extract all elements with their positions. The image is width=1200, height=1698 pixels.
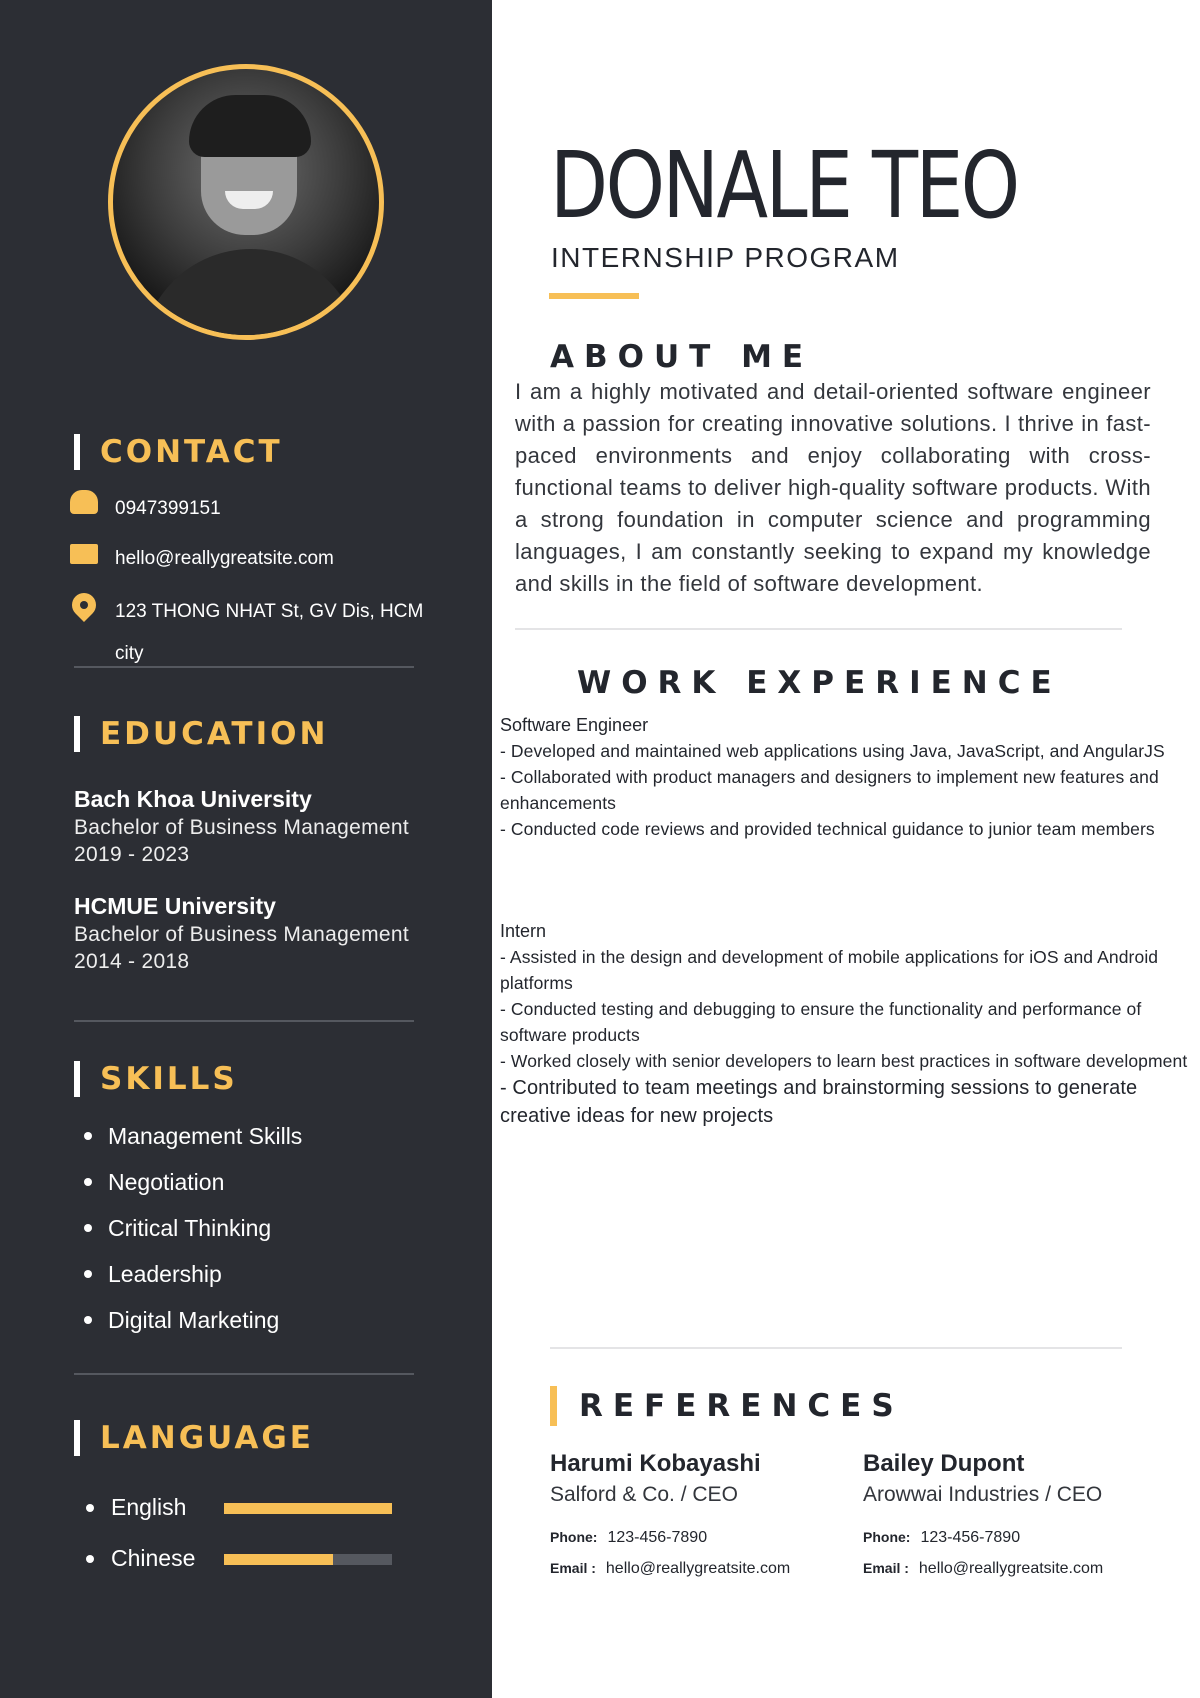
education-divider <box>74 1020 414 1022</box>
location-pin-icon <box>67 588 101 622</box>
education-degree: Bachelor of Business Management <box>74 923 409 946</box>
education-item <box>74 891 454 975</box>
contact-address-text <box>115 591 435 675</box>
skill-item: Management Skills <box>84 1118 302 1164</box>
about-divider <box>515 628 1122 630</box>
bullet-dot <box>86 1504 94 1512</box>
mail-icon <box>70 544 98 564</box>
skill-item: Negotiation <box>84 1164 302 1210</box>
language-level-fill <box>224 1554 333 1565</box>
skills-heading: SKILLS <box>74 1061 238 1097</box>
reference-email-value: hello@reallygreatsite.com <box>605 1560 791 1577</box>
skills-list <box>84 1118 302 1348</box>
contact-divider <box>74 666 414 668</box>
job-bullet: - Worked closely with senior developers to learn best practices in software development <box>500 1051 1188 1071</box>
skill-item: Digital Marketing <box>84 1302 302 1348</box>
skill-item: Leadership <box>84 1256 302 1302</box>
language-item <box>86 1489 406 1525</box>
title-accent-line <box>549 293 639 299</box>
photo-shoulders <box>141 249 361 340</box>
reference-phone-value: 123-456-7890 <box>920 1529 1021 1546</box>
reference-card <box>863 1448 1183 1584</box>
language-level-bar <box>224 1503 392 1514</box>
work-heading: WORK EXPERIENCE <box>577 665 1062 701</box>
sidebar <box>0 0 492 1698</box>
contact-phone-text: 0947399151 <box>115 498 221 519</box>
references-heading: REFERENCES <box>550 1386 904 1426</box>
reference-phone <box>863 1522 1183 1553</box>
reference-name: Harumi Kobayashi <box>550 1450 761 1477</box>
language-level-fill <box>224 1503 392 1514</box>
photo-hair <box>189 95 311 157</box>
profile-photo <box>108 64 384 340</box>
phone-label: Phone: <box>863 1529 911 1545</box>
reference-email <box>550 1553 870 1584</box>
email-label: Email : <box>550 1560 596 1576</box>
education-years: 2014 - 2018 <box>74 950 190 973</box>
job-role: Intern <box>500 921 547 941</box>
reference-email <box>863 1553 1183 1584</box>
job-bullet: - Collaborated with product managers and designers to implement new features and enhancements <box>500 767 1159 813</box>
skills-divider <box>74 1373 414 1375</box>
language-item <box>86 1540 406 1576</box>
job-bullet: - Contributed to team meetings and brainstorming sessions to generate creative ideas for new projects <box>500 1077 1138 1127</box>
address-line-1: 123 THONG NHAT St, GV Dis, HCM <box>115 601 424 622</box>
job-bullet: - Conducted code reviews and provided technical guidance to junior team members <box>500 819 1155 839</box>
language-name: Chinese <box>111 1545 196 1571</box>
page-subtitle: INTERNSHIP PROGRAM <box>551 242 900 273</box>
education-heading: EDUCATION <box>74 716 328 752</box>
phone-icon <box>70 490 98 514</box>
job-entry <box>500 712 1195 842</box>
education-degree: Bachelor of Business Management <box>74 816 409 839</box>
education-item <box>74 784 454 868</box>
skill-item: Critical Thinking <box>84 1210 302 1256</box>
education-years: 2019 - 2023 <box>74 843 190 866</box>
language-level-bar <box>224 1554 392 1565</box>
job-bullet: - Assisted in the design and development of mobile applications for iOS and Android platforms <box>500 947 1159 993</box>
education-school: HCMUE University <box>74 893 276 919</box>
phone-label: Phone: <box>550 1529 598 1545</box>
address-line-2: city <box>115 643 144 664</box>
page-title: DONALE TEO <box>550 132 1018 239</box>
reference-card <box>550 1448 870 1584</box>
about-text: I am a highly motivated and detail-oriented software engineer with a passion for creating innovative solutions. I thrive in fast-paced environments and enjoy collaborating with cross-functional teams to deliver high-quality software products. With a strong foundation in computer science and programming languages, I am constantly seeking to expand my knowledge and skills in the field of software development. <box>515 379 1151 596</box>
education-school: Bach Khoa University <box>74 786 312 812</box>
reference-company: Salford & Co. / CEO <box>550 1483 738 1506</box>
job-role: Software Engineer <box>500 715 649 735</box>
reference-phone-value: 123-456-7890 <box>607 1529 708 1546</box>
job-bullet: - Developed and maintained web applications using Java, JavaScript, and AngularJS <box>500 741 1165 761</box>
bullet-dot <box>86 1555 94 1563</box>
reference-company: Arowwai Industries / CEO <box>863 1483 1103 1506</box>
job-bullet: - Conducted testing and debugging to ensure the functionality and performance of software products <box>500 999 1142 1045</box>
references-divider <box>550 1347 1122 1349</box>
language-heading: LANGUAGE <box>74 1420 314 1456</box>
job-entry <box>500 918 1195 1130</box>
reference-name: Bailey Dupont <box>863 1450 1025 1477</box>
contact-email-text: hello@reallygreatsite.com <box>115 548 334 569</box>
reference-email-value: hello@reallygreatsite.com <box>918 1560 1104 1577</box>
contact-heading: CONTACT <box>74 434 283 470</box>
language-name: English <box>111 1494 187 1520</box>
reference-phone <box>550 1522 870 1553</box>
email-label: Email : <box>863 1560 909 1576</box>
about-heading: ABOUT ME <box>550 339 814 375</box>
